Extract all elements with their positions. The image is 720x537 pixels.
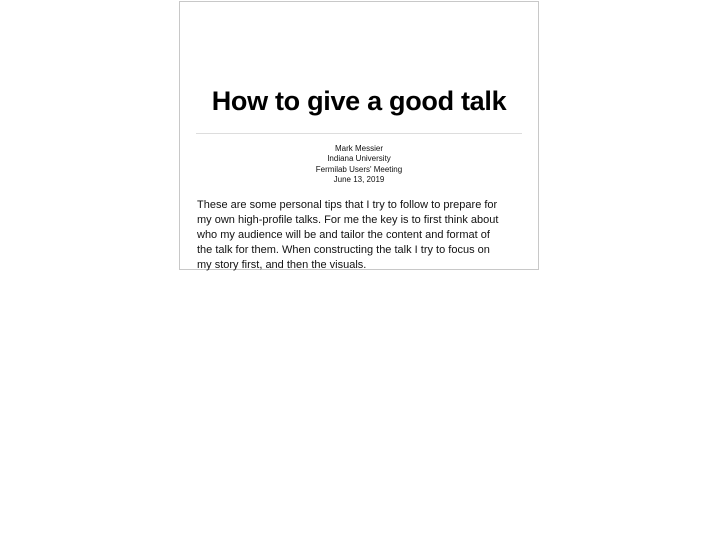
slide-meta — [180, 144, 538, 185]
abstract-line: These are some personal tips that I try to follow to prepare for — [197, 199, 498, 211]
event-date: June 13, 2019 — [333, 174, 385, 184]
author-name: Mark Messier — [334, 144, 383, 153]
abstract-line: my own high-profile talks. For me the key is to first think about — [197, 214, 499, 226]
abstract-line: who my audience will be and tailor the content and format of — [197, 229, 490, 241]
slide-panel — [179, 1, 539, 270]
slide-title: How to give a good talk — [211, 86, 507, 116]
title-divider — [196, 133, 522, 134]
abstract-text — [197, 198, 518, 273]
event-name: Fermilab Users' Meeting — [315, 164, 403, 174]
abstract-line: the talk for them. When constructing the talk I try to focus on — [197, 244, 490, 256]
author-affiliation: Indiana University — [327, 154, 391, 164]
abstract-line: my story first, and then the visuals. — [197, 259, 367, 271]
